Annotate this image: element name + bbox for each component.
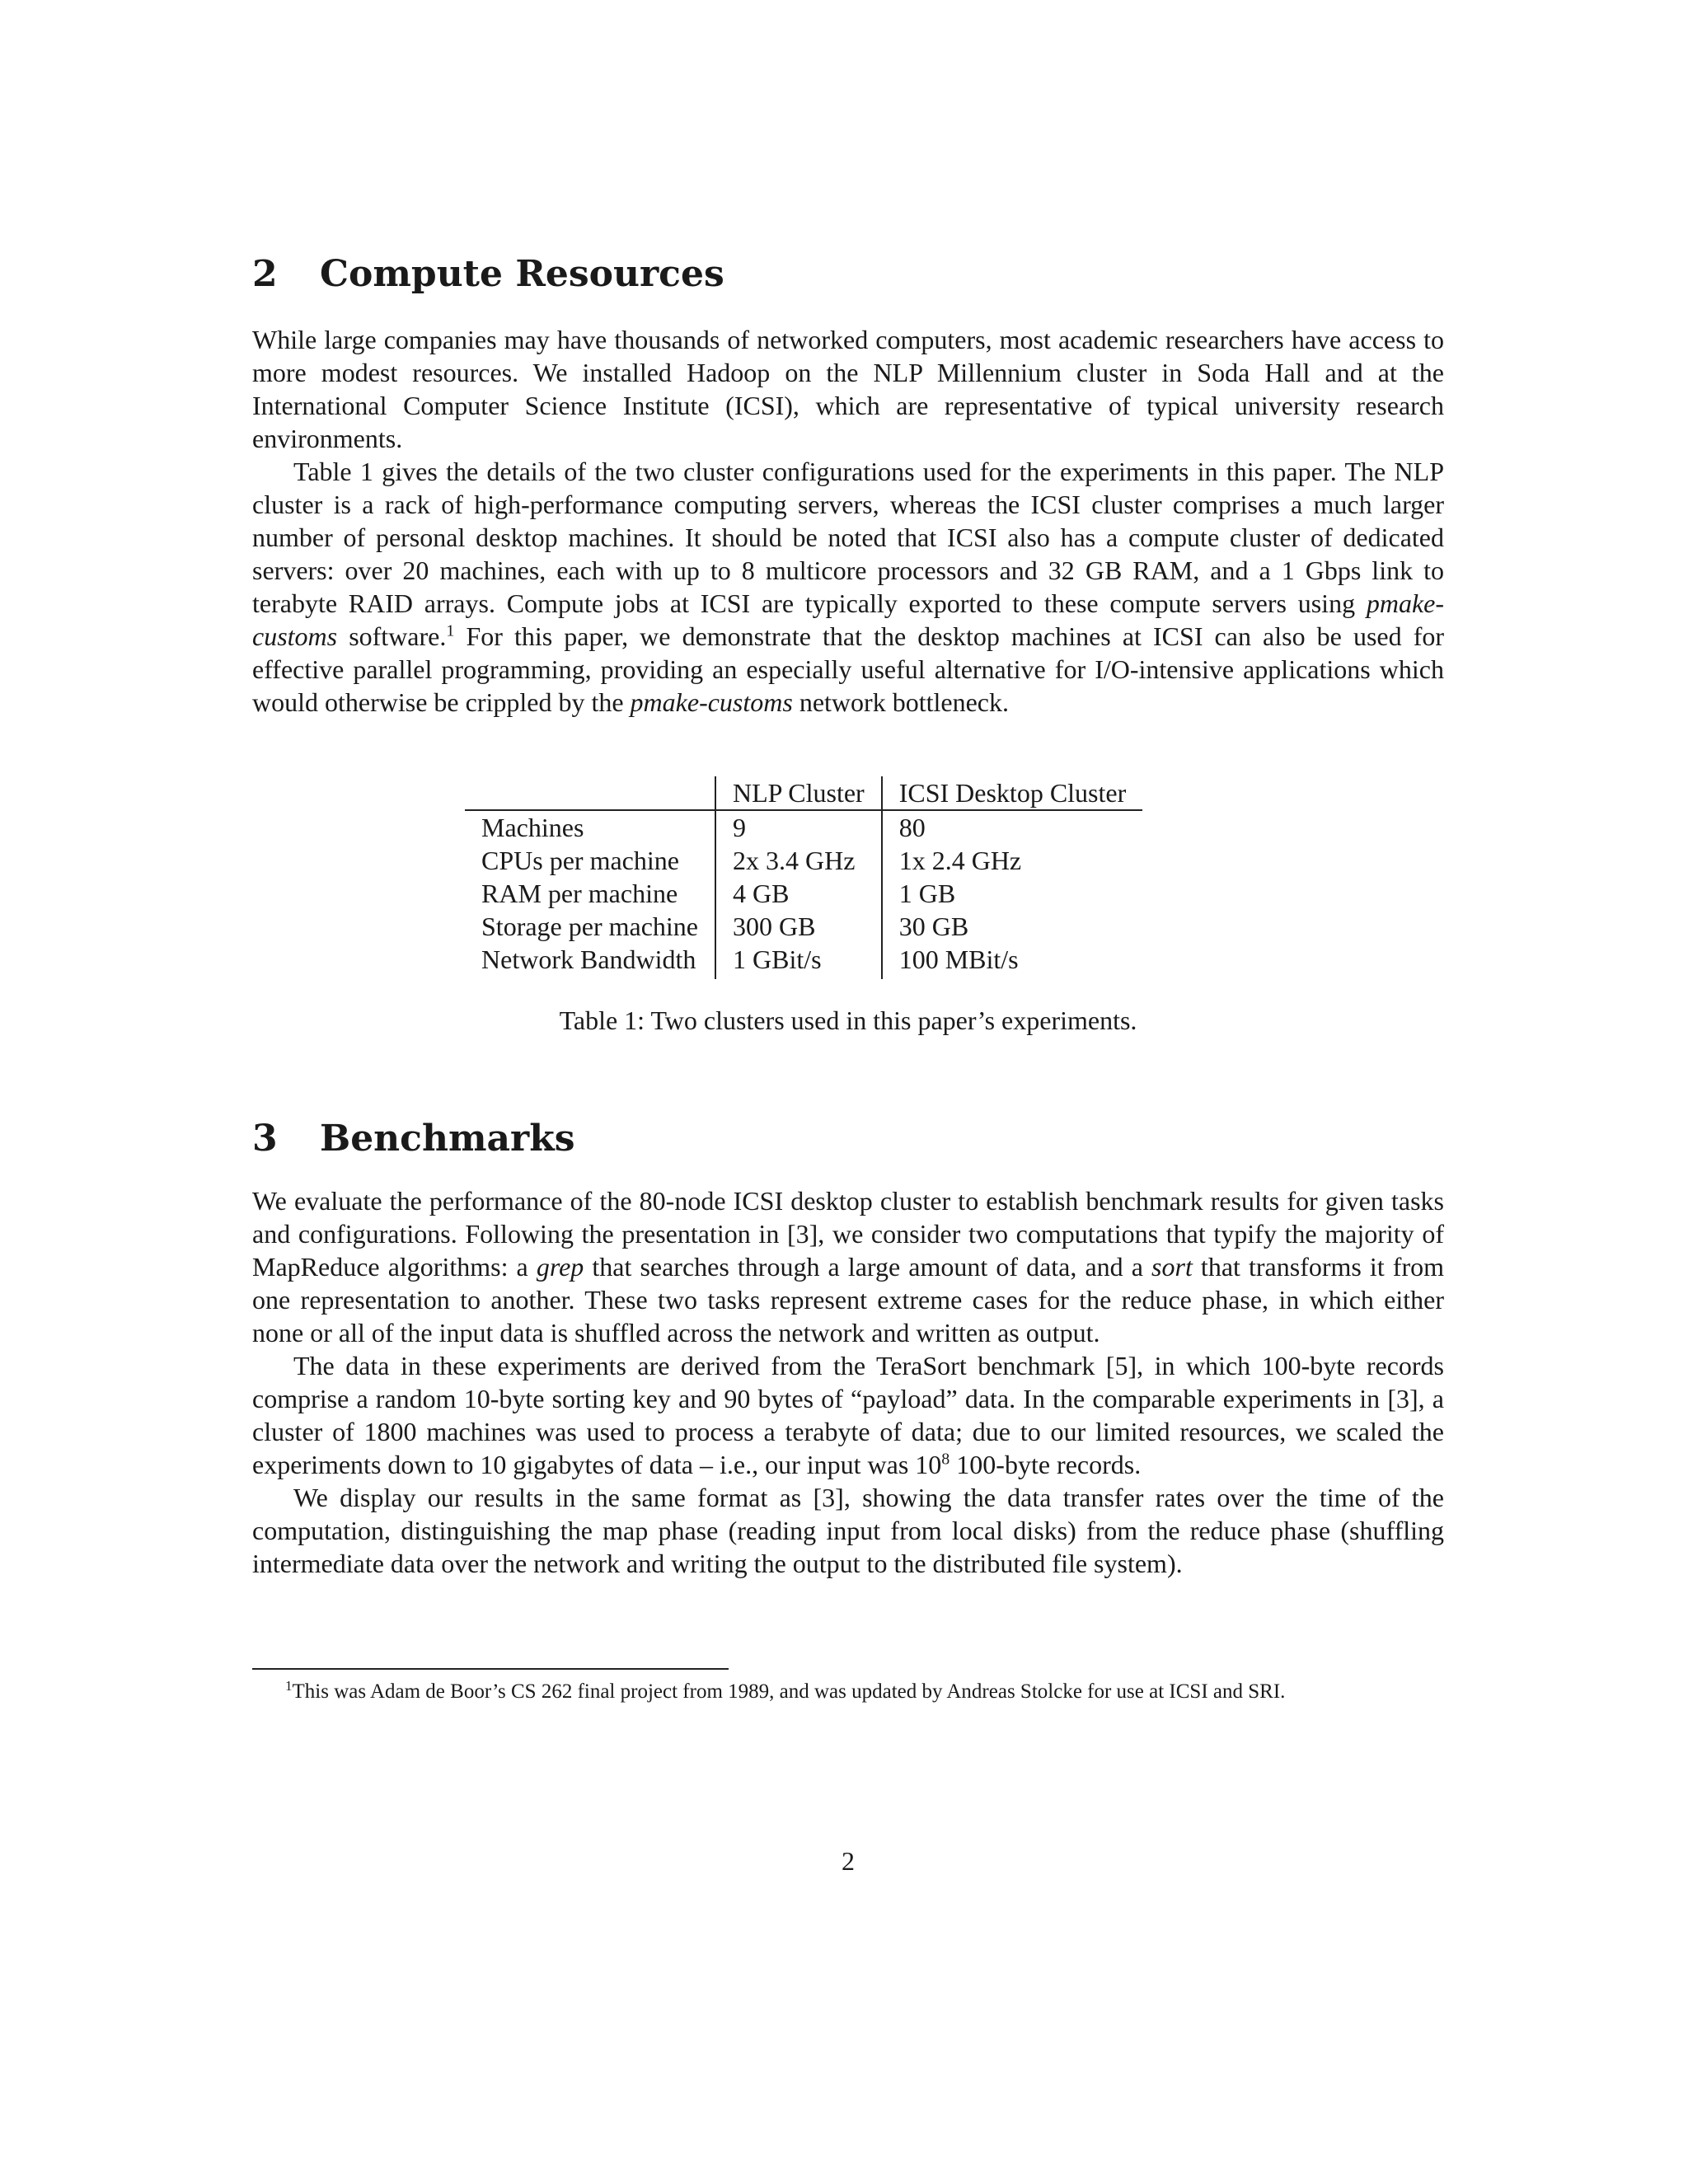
table-row <box>465 877 1142 910</box>
paragraph <box>252 1349 1444 1481</box>
term-sort: sort <box>1151 1252 1193 1282</box>
table-cell: 100 MBit/s <box>882 943 1143 979</box>
table-row <box>465 910 1142 943</box>
table-caption: Table 1: Two clusters used in this paper’s experiments. <box>559 1005 1137 1035</box>
table-header-cell: NLP Cluster <box>715 776 882 810</box>
table-cell: Network Bandwidth <box>481 944 696 974</box>
table-cell: 30 GB <box>882 910 1143 943</box>
table-cell: Storage per machine <box>481 912 698 941</box>
table-cell: 9 <box>715 810 882 844</box>
paragraph: We display our results in the same format as [3], showing the data transfer rates over the time of the computation, distinguishing the map phase (reading input from local disks) from the reduce phase (shuffling intermediate data over the network and writing the output to the distributed file system). <box>252 1483 1444 1578</box>
footnote-text: This was Adam de Boor’s CS 262 final project from 1989, and was updated by Andreas Stolcke for use at ICSI and SRI. <box>292 1680 1286 1703</box>
text-run: Table 1 gives the details of the two cluster configurations used for the experiments in this paper. The NLP cluster is a rack of high-performance computing servers, whereas the ICSI cluster comprises a much larger number of personal desktop machines. It should be noted that ICSI also has a compute cluster of dedicated servers: over 20 machines, each with up to 8 multicore processors and 32 GB RAM, and a 1 Gbps link to terabyte RAID arrays. Compute jobs at ICSI are typically exported to these compute servers using <box>252 457 1444 618</box>
text-run: network bottleneck. <box>792 687 1009 717</box>
paragraph: While large companies may have thousands of networked computers, most academic researchers have access to more modest resources. We installed Hadoop on the NLP Millennium cluster in Soda Hall and at the International Computer Science Institute (ICSI), which are representative of typical university research environments. <box>252 325 1444 453</box>
table-cell: Machines <box>481 813 584 842</box>
software-name: pmake-customs <box>630 687 793 717</box>
text-run: software. <box>337 621 447 651</box>
table-row <box>465 810 1142 844</box>
text-run: For this paper, we demonstrate that the desktop machines at ICSI can also be used for effective parallel programming, providing an especially useful alternative for I/O-intensive applications which would otherwise be crippled by the <box>252 621 1445 717</box>
term-grep: grep <box>536 1252 584 1282</box>
table-cell: RAM per machine <box>481 879 678 908</box>
text-run: We evaluate the performance of the 80-node ICSI desktop cluster to establish benchmark results for given tasks and configurations. Following the presentation in [3], we consider two computations that typify the majority of MapReduce algorithms: a <box>252 1186 1444 1282</box>
cluster-table <box>465 776 1142 979</box>
section-heading-benchmarks <box>252 1116 1444 1162</box>
table-cell: 80 <box>882 810 1143 844</box>
text-run: The data in these experiments are derived from the TeraSort benchmark [5], in which 100-byte records comprise a random 10-byte sorting key and 90 bytes of “payload” data. In the comparable experiments in [3], a cluster of 1800 machines was used to process a terabyte of data; due to our limited resources, we scaled the experiments down to 10 gigabytes of data – i.e., our input was 10 <box>252 1351 1444 1479</box>
paper-page <box>252 0 1444 2184</box>
table-row <box>465 844 1142 877</box>
table-cell: 300 GB <box>715 910 882 943</box>
section-title: Benchmarks <box>320 1118 575 1160</box>
text-run: that searches through a large amount of data, and a <box>584 1252 1152 1282</box>
text-run: that transforms it from one representation to another. These two tasks represent extreme cases for the reduce phase, in which either none or all of the input data is shuffled across the network and written as output. <box>252 1252 1445 1347</box>
table-cell: 2x 3.4 GHz <box>715 844 882 877</box>
table-header-cell <box>465 776 715 810</box>
table-header-cell: ICSI Desktop Cluster <box>882 776 1143 810</box>
table-cell: 1 GB <box>882 877 1143 910</box>
footnote-reference[interactable]: 1 <box>446 621 455 640</box>
compute-resources-body <box>252 323 1444 719</box>
paragraph <box>252 1184 1444 1349</box>
table-row <box>465 943 1142 979</box>
table-header-row <box>465 776 1142 810</box>
footnote: 1This was Adam de Boor’s CS 262 final project from 1989, and was updated by Andreas Stolcke for use at ICSI and SRI. <box>285 1677 1286 1703</box>
paragraph <box>252 455 1444 719</box>
table-cell: 1x 2.4 GHz <box>882 844 1143 877</box>
section-number: 2 <box>252 253 278 295</box>
section-title: Compute Resources <box>320 253 724 295</box>
exponent: 8 <box>941 1450 950 1469</box>
section-number: 3 <box>252 1118 278 1160</box>
page-number: 2 <box>842 1846 855 1876</box>
benchmarks-body <box>252 1184 1444 1580</box>
text-run: 100-byte records. <box>950 1450 1142 1479</box>
footnote-divider <box>252 1668 729 1670</box>
table-cell: 4 GB <box>715 877 882 910</box>
table-cell: CPUs per machine <box>481 846 679 875</box>
table-cell: 1 GBit/s <box>715 943 882 979</box>
section-heading-compute-resources <box>252 251 1444 298</box>
software-name: pmake-customs <box>252 588 1444 651</box>
